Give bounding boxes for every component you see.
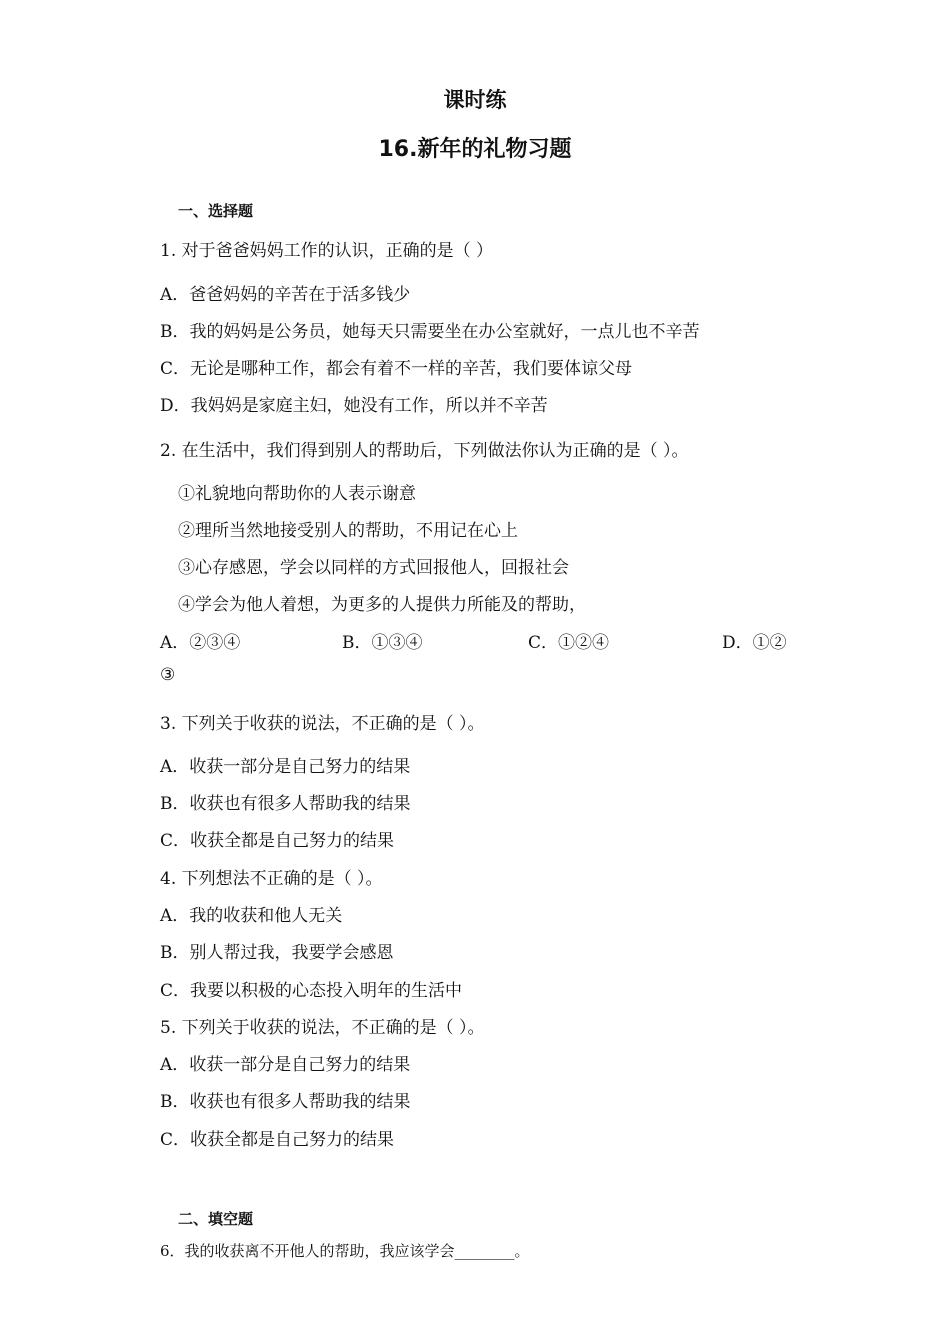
question-2-statement-4: ④学会为他人着想，为更多的人提供力所能及的帮助， (178, 595, 586, 615)
question-3-stem: 3. 下列关于收获的说法，不正确的是（ ）。 (160, 714, 485, 734)
question-2-option-d: D．①② (722, 633, 787, 653)
question-2-option-d-wrap: ③ (160, 665, 176, 685)
section-heading-fill: 二、填空题 (178, 1210, 254, 1228)
question-3-option-a: A．收获一部分是自己努力的结果 (160, 757, 411, 777)
page-title: 课时练 (443, 88, 507, 112)
section-heading-choice: 一、选择题 (178, 202, 254, 220)
question-2-option-c: C．①②④ (528, 633, 610, 653)
question-5-option-a: A．收获一部分是自己努力的结果 (160, 1055, 411, 1075)
question-2-stem: 2. 在生活中，我们得到别人的帮助后，下列做法你认为正确的是（ ）。 (160, 441, 689, 461)
question-2-option-a: A．②③④ (160, 633, 241, 653)
question-6-stem: 6．我的收获离不开他人的帮助，我应该学会________。 (160, 1242, 530, 1260)
question-1-stem: 1. 对于爸爸妈妈工作的认识，正确的是（ ） (160, 241, 494, 261)
question-5-option-c: C．收获全都是自己努力的结果 (160, 1130, 395, 1150)
question-2-statement-2: ②理所当然地接受别人的帮助，不用记在心上 (178, 521, 518, 541)
question-5-stem: 5. 下列关于收获的说法，不正确的是（ ）。 (160, 1018, 485, 1038)
question-4-option-c: C．我要以积极的心态投入明年的生活中 (160, 981, 463, 1001)
question-4-option-b: B．别人帮过我，我要学会感恩 (160, 943, 394, 963)
question-1-option-b: B．我的妈妈是公务员，她每天只需要坐在办公室就好，一点儿也不辛苦 (160, 322, 700, 342)
question-2-option-b: B．①③④ (342, 633, 423, 653)
question-3-option-c: C．收获全都是自己努力的结果 (160, 831, 395, 851)
question-3-option-b: B．收获也有很多人帮助我的结果 (160, 794, 411, 814)
question-4-stem: 4. 下列想法不正确的是（ ）。 (160, 869, 383, 889)
question-5-option-b: B．收获也有很多人帮助我的结果 (160, 1092, 411, 1112)
page-subtitle: 16.新年的礼物习题 (378, 137, 572, 162)
question-2-statement-1: ①礼貌地向帮助你的人表示谢意 (178, 484, 416, 504)
question-1-option-d: D．我妈妈是家庭主妇，她没有工作，所以并不辛苦 (160, 396, 548, 416)
question-1-option-a: A．爸爸妈妈的辛苦在于活多钱少 (160, 285, 411, 305)
question-4-option-a: A．我的收获和他人无关 (160, 906, 343, 926)
question-1-option-c: C．无论是哪种工作，都会有着不一样的辛苦，我们要体谅父母 (160, 359, 633, 379)
question-2-statement-3: ③心存感恩，学会以同样的方式回报他人，回报社会 (178, 558, 569, 578)
